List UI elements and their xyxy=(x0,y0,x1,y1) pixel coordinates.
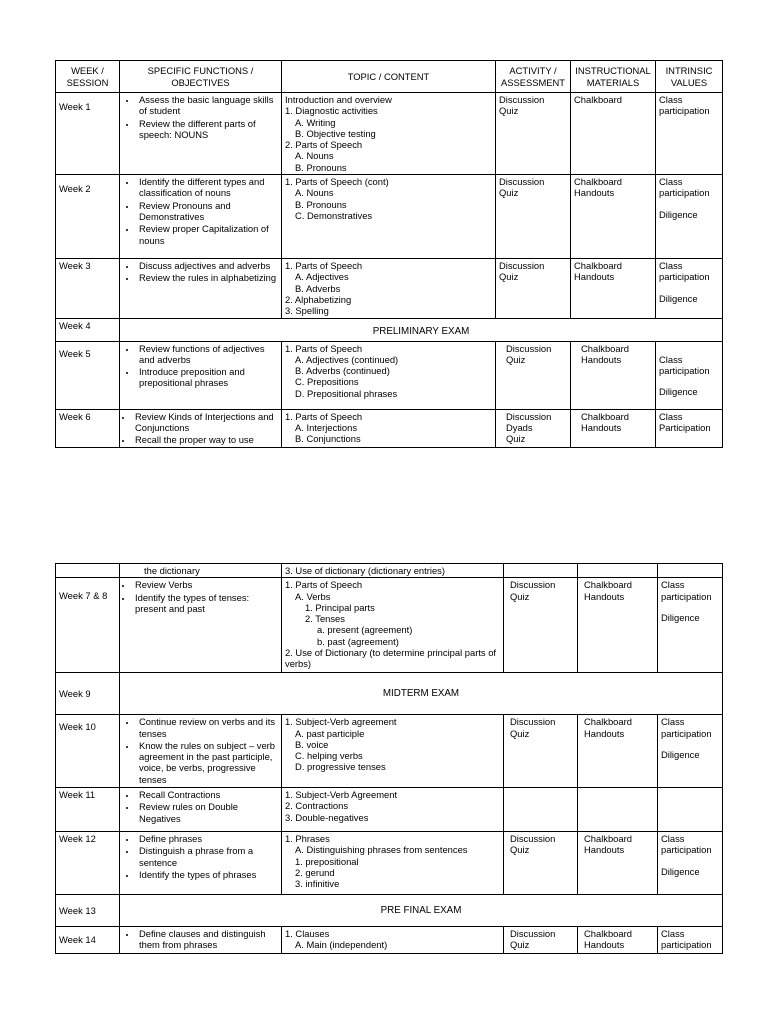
activity-cell xyxy=(496,175,571,259)
topic-line: A. Nouns xyxy=(295,150,334,162)
objective-item: • Review Kinds of Interjections and Conjunctions xyxy=(133,411,278,434)
value-line: Diligence xyxy=(659,208,698,220)
objective-item: • Review Pronouns and Demonstratives xyxy=(137,200,278,223)
values-cell xyxy=(658,788,723,832)
values-cell xyxy=(658,832,723,895)
objective-item: • Define phrases xyxy=(137,833,278,844)
material-line: Handouts xyxy=(574,187,615,199)
objective-item: • Review the rules in alphabetizing xyxy=(137,272,278,283)
activity-line: Discussion xyxy=(499,94,545,105)
activity-cell xyxy=(504,832,578,895)
table-row xyxy=(56,175,723,259)
material-line: Handouts xyxy=(574,271,615,283)
topic-cell xyxy=(282,259,496,318)
activity-cell xyxy=(504,927,578,954)
table-row xyxy=(56,259,723,318)
material-line: Chalkboard xyxy=(574,260,622,272)
week-cell: Week 11 xyxy=(56,788,120,832)
topic-cell xyxy=(282,175,496,259)
values-cell xyxy=(656,93,723,175)
objective-item: • Recall Contractions xyxy=(137,789,278,800)
topic-line: 1. Diagnostic activities xyxy=(285,105,378,117)
week-cell: Week 14 xyxy=(56,927,120,954)
activity-line: Discussion xyxy=(510,833,556,845)
topic-line: 2. Use of Dictionary (to determine principal parts of verbs) xyxy=(285,647,497,670)
topic-cell xyxy=(282,715,504,788)
material-line: Chalkboard xyxy=(574,94,622,105)
topic-cell xyxy=(282,409,496,448)
header-materials: INSTRUCTIONAL MATERIALS xyxy=(571,61,656,93)
objectives-cell xyxy=(120,788,282,832)
objective-item: • Identify the types of phrases xyxy=(137,869,278,880)
objective-item: • Identify the types of tenses: present and past xyxy=(133,592,278,615)
topic-line: 2. Parts of Speech xyxy=(285,139,363,151)
week-cell xyxy=(56,564,120,578)
material-line: Handouts xyxy=(584,727,625,739)
header-week: WEEK / SESSION xyxy=(56,61,120,93)
material-line: Handouts xyxy=(584,939,625,951)
value-line: Class participation xyxy=(659,94,710,117)
material-line: Chalkboard xyxy=(581,342,629,354)
topic-line: A. past participle xyxy=(295,727,365,739)
topic-line: 2. Alphabetizing xyxy=(285,293,352,305)
topic-line: C. helping verbs xyxy=(295,750,363,762)
activity-line: Quiz xyxy=(510,844,530,856)
topic-line: 1. Subject-Verb agreement xyxy=(285,716,397,728)
activity-cell xyxy=(496,409,571,448)
value-line: Class participation xyxy=(661,579,712,602)
activity-line: Quiz xyxy=(499,187,519,199)
activity-line: Quiz xyxy=(499,105,519,117)
values-cell xyxy=(656,409,723,448)
table-row xyxy=(56,788,723,832)
values-cell xyxy=(656,341,723,409)
week-cell: Week 12 xyxy=(56,832,120,895)
objective-item: • Review the different parts of speech: NOUNS xyxy=(137,118,278,141)
syllabus-table-page-2 xyxy=(55,563,723,954)
value-line: Class participation xyxy=(659,176,710,199)
header-objectives: SPECIFIC FUNCTIONS / OBJECTIVES xyxy=(120,61,282,93)
objectives-cell xyxy=(120,832,282,895)
header-activity: ACTIVITY / ASSESSMENT xyxy=(496,61,571,93)
objectives-cell xyxy=(120,927,282,954)
activity-line: Discussion xyxy=(510,928,556,940)
materials-cell xyxy=(578,788,658,832)
header-values: INTRINSIC VALUES xyxy=(656,61,723,93)
topic-line: 1. Parts of Speech (cont) xyxy=(285,176,389,188)
objective-item: • Assess the basic language skills of student xyxy=(137,94,278,117)
activity-cell xyxy=(496,259,571,318)
materials-cell xyxy=(571,409,656,448)
topic-line: 3. Double-negatives xyxy=(285,811,369,823)
value-line: Diligence xyxy=(659,292,698,304)
values-cell xyxy=(656,259,723,318)
objective-item: • Define clauses and distinguish them from phrases xyxy=(137,928,278,951)
materials-cell xyxy=(571,341,656,409)
activity-line: Discussion xyxy=(506,410,552,422)
activity-line: Quiz xyxy=(506,433,526,445)
objective-item: • Review Verbs xyxy=(133,579,278,590)
table-row xyxy=(56,341,723,409)
topic-line: C. Demonstratives xyxy=(295,209,373,221)
objectives-cell xyxy=(120,259,282,318)
exam-label: PRE FINAL EXAM xyxy=(120,895,723,927)
values-cell xyxy=(658,715,723,788)
objective-item: • Review functions of adjectives and adverbs xyxy=(137,343,278,366)
topic-line: 1. Parts of Speech xyxy=(285,342,363,354)
activity-cell xyxy=(496,93,571,175)
topic-line: D. progressive tenses xyxy=(295,761,386,773)
value-line: Participation xyxy=(659,421,711,433)
material-line: Chalkboard xyxy=(584,833,632,845)
table-row xyxy=(56,409,723,448)
objective-item: • Review proper Capitalization of nouns xyxy=(137,223,278,246)
topic-line: 1. Parts of Speech xyxy=(285,260,363,272)
activity-line: Discussion xyxy=(499,176,545,188)
material-line: Chalkboard xyxy=(574,176,622,188)
objective-item: • Identify the different types and classification of nouns xyxy=(137,176,278,199)
value-line: Diligence xyxy=(661,748,700,760)
header-topic: TOPIC / CONTENT xyxy=(282,61,496,93)
activity-line: Discussion xyxy=(510,579,556,591)
exam-label: MIDTERM EXAM xyxy=(120,673,723,715)
topic-cell xyxy=(282,927,504,954)
materials-cell xyxy=(571,93,656,175)
topic-line: 2. gerund xyxy=(295,866,335,878)
topic-line: B. Pronouns xyxy=(295,198,347,210)
material-line: Chalkboard xyxy=(581,410,629,422)
material-line: Handouts xyxy=(584,844,625,856)
materials-cell xyxy=(578,715,658,788)
topic-line: 1. prepositional xyxy=(295,855,359,867)
activity-cell xyxy=(504,788,578,832)
value-line: Diligence xyxy=(661,611,700,623)
objective-item: • Continue review on verbs and its tenses xyxy=(137,716,278,739)
objectives-cell: the dictionary xyxy=(120,564,282,578)
topic-line: C. Prepositions xyxy=(295,376,359,388)
materials-cell xyxy=(578,564,658,578)
topic-line: 1. Parts of Speech xyxy=(285,410,363,422)
syllabus-table-page-1 xyxy=(55,60,723,448)
exam-row xyxy=(56,318,723,341)
material-line: Handouts xyxy=(584,590,625,602)
continuation-row xyxy=(56,564,723,578)
value-line: Diligence xyxy=(661,865,700,877)
material-line: Handouts xyxy=(581,421,622,433)
objectives-cell xyxy=(120,341,282,409)
topic-line: B. Objective testing xyxy=(295,127,376,139)
activity-line: Quiz xyxy=(510,727,530,739)
week-cell: Week 9 xyxy=(56,673,120,715)
objectives-cell xyxy=(120,578,282,673)
topic-line: A. Adjectives (continued) xyxy=(295,353,399,365)
topic-line: A. Writing xyxy=(295,116,336,128)
objective-item: • Introduce preposition and prepositional phrases xyxy=(137,366,278,389)
week-cell: Week 2 xyxy=(56,175,120,259)
table-row xyxy=(56,93,723,175)
topic-line: B. Adverbs (continued) xyxy=(295,365,390,377)
material-line: Chalkboard xyxy=(584,579,632,591)
objectives-cell xyxy=(120,715,282,788)
topic-line: 1. Clauses xyxy=(285,928,330,940)
topic-line: 3. Spelling xyxy=(285,305,329,317)
table-row xyxy=(56,715,723,788)
topic-cell xyxy=(282,93,496,175)
activity-cell xyxy=(504,578,578,673)
topic-line: 1. Subject-Verb Agreement xyxy=(285,789,398,801)
topic-line: D. Prepositional phrases xyxy=(295,387,398,399)
material-line: Handouts xyxy=(581,353,622,365)
topic-line: 1. Parts of Speech xyxy=(285,579,363,591)
objectives-cell xyxy=(120,175,282,259)
objectives-cell xyxy=(120,409,282,448)
topic-line: b. past (agreement) xyxy=(317,635,399,647)
topic-line: A. Adjectives xyxy=(295,271,349,283)
activity-line: Quiz xyxy=(510,590,530,602)
values-cell xyxy=(658,927,723,954)
material-line: Chalkboard xyxy=(584,716,632,728)
value-line: Class xyxy=(659,410,683,422)
objective-item: • Discuss adjectives and adverbs xyxy=(137,260,278,271)
value-line: Class participation xyxy=(659,353,710,376)
value-line: Class participation xyxy=(661,928,712,951)
objective-item: • Distinguish a phrase from a sentence xyxy=(137,845,278,868)
value-line: Class participation xyxy=(661,833,712,856)
topic-line: Introduction and overview xyxy=(285,94,392,105)
materials-cell xyxy=(571,175,656,259)
topic-line: A. Main (independent) xyxy=(295,939,388,951)
activity-line: Discussion xyxy=(499,260,545,272)
topic-line: A. Distinguishing phrases from sentences xyxy=(295,844,468,856)
topic-line: B. Pronouns xyxy=(295,161,347,173)
topic-line: 2. Contractions xyxy=(285,800,349,812)
values-cell xyxy=(658,578,723,673)
materials-cell xyxy=(578,927,658,954)
activity-line: Quiz xyxy=(499,271,519,283)
value-line: Diligence xyxy=(659,386,698,398)
activity-line: Quiz xyxy=(510,939,530,951)
topic-cell xyxy=(282,578,504,673)
activity-line: Discussion xyxy=(506,342,552,354)
values-cell xyxy=(658,564,723,578)
material-line: Chalkboard xyxy=(584,928,632,940)
activity-line: Dyads xyxy=(506,421,533,433)
topic-line: 2. Tenses xyxy=(305,613,345,625)
week-cell: Week 10 xyxy=(56,715,120,788)
week-cell: Week 7 & 8 xyxy=(56,578,120,673)
topic-line: B. voice xyxy=(295,738,329,750)
materials-cell xyxy=(578,832,658,895)
topic-cell xyxy=(282,788,504,832)
topic-cell xyxy=(282,341,496,409)
week-cell: Week 1 xyxy=(56,93,120,175)
topic-line: 1. Principal parts xyxy=(305,601,375,613)
topic-line: 1. Phrases xyxy=(285,833,330,845)
week-cell: Week 6 xyxy=(56,409,120,448)
topic-line: B. Adverbs xyxy=(295,282,341,294)
activity-cell xyxy=(496,341,571,409)
topic-line: A. Verbs xyxy=(295,590,331,602)
activity-line: Quiz xyxy=(506,353,526,365)
table-row xyxy=(56,578,723,673)
value-line: Class participation xyxy=(661,716,712,739)
topic-cell xyxy=(282,832,504,895)
value-line: Class participation xyxy=(659,260,710,283)
activity-cell xyxy=(504,564,578,578)
exam-row xyxy=(56,673,723,715)
topic-line: A. Interjections xyxy=(295,421,358,433)
week-cell: Week 4 xyxy=(56,318,120,341)
exam-row xyxy=(56,895,723,927)
topic-line: B. Conjunctions xyxy=(295,433,361,445)
exam-label: PRELIMINARY EXAM xyxy=(120,318,723,341)
activity-cell xyxy=(504,715,578,788)
topic-line: 3. infinitive xyxy=(295,878,340,890)
objective-item: • Recall the proper way to use xyxy=(133,434,278,445)
week-cell: Week 5 xyxy=(56,341,120,409)
objective-item: • Know the rules on subject – verb agreement in the past participle, voice, be verbs, progressive tenses xyxy=(137,740,278,785)
topic-line: 3. Use of dictionary (dictionary entries) xyxy=(285,565,445,576)
week-cell: Week 13 xyxy=(56,895,120,927)
topic-line: A. Nouns xyxy=(295,187,334,199)
objective-item: • Review rules on Double Negatives xyxy=(137,801,278,824)
table-row xyxy=(56,927,723,954)
materials-cell xyxy=(578,578,658,673)
topic-line: a. present (agreement) xyxy=(317,624,413,636)
activity-line: Discussion xyxy=(510,716,556,728)
topic-cell xyxy=(282,564,504,578)
values-cell xyxy=(656,175,723,259)
header-row xyxy=(56,61,723,93)
objectives-cell xyxy=(120,93,282,175)
table-row xyxy=(56,832,723,895)
materials-cell xyxy=(571,259,656,318)
week-cell: Week 3 xyxy=(56,259,120,318)
